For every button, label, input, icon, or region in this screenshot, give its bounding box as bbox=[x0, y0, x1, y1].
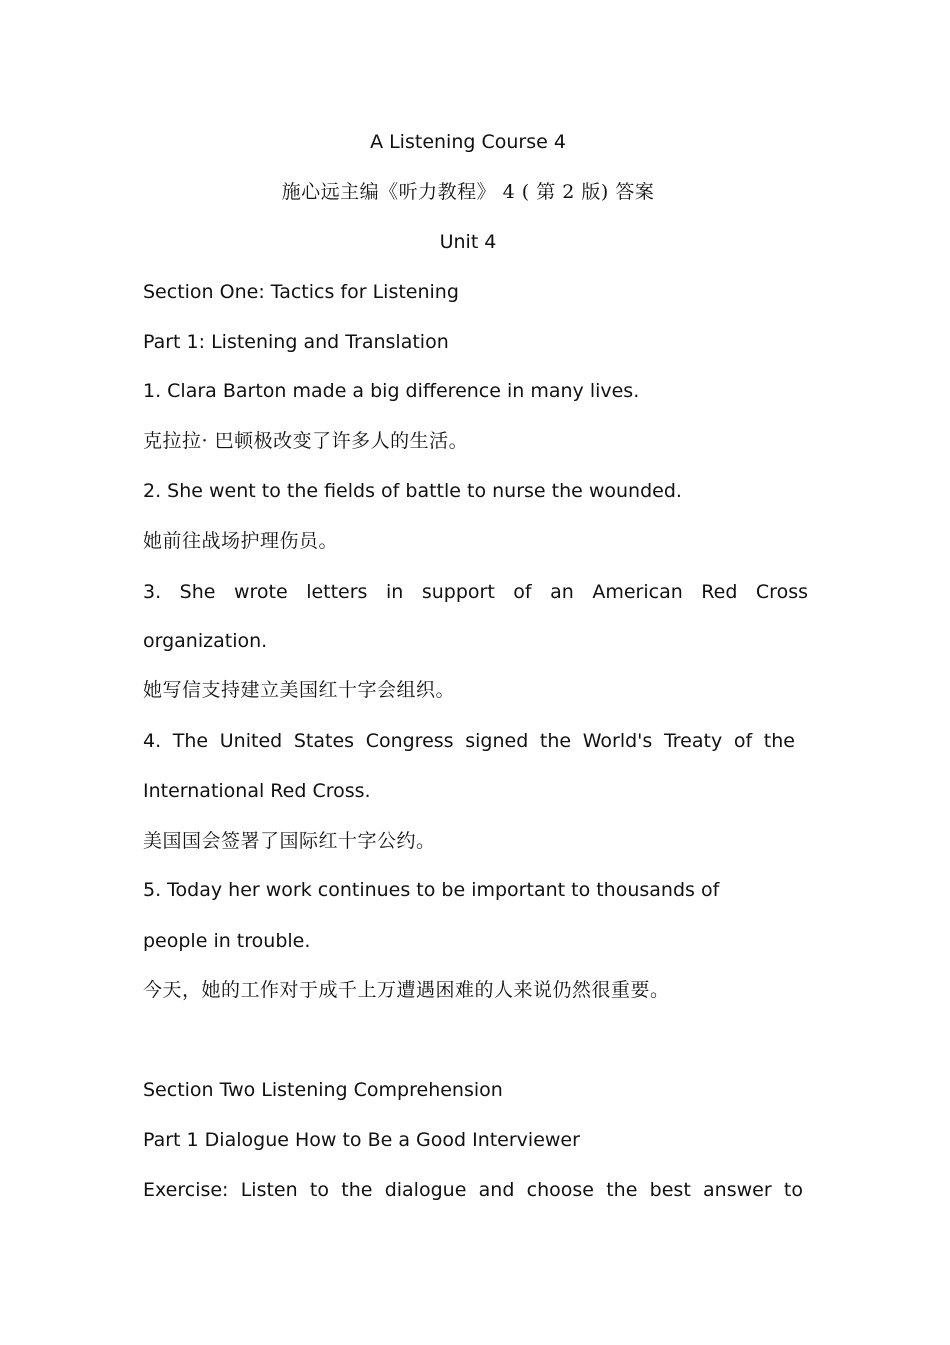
unit-title: Unit 4 bbox=[439, 231, 497, 253]
item-5-chinese: 今天，她的工作对于成千上万遭遇困难的人来说仍然很重要。 bbox=[143, 979, 670, 1001]
part-one-heading: Part 1: Listening and Translation bbox=[143, 331, 449, 353]
item-2-english: 2. She went to the fields of battle to nurse the wounded. bbox=[143, 480, 682, 502]
dialogue-heading: Part 1 Dialogue How to Be a Good Interviewer bbox=[143, 1129, 580, 1151]
item-3-chinese: 她写信支持建立美国红十字会组织。 bbox=[143, 679, 456, 701]
item-3-english-line-2: organization. bbox=[143, 630, 268, 652]
item-2-chinese: 她前往战场护理伤员。 bbox=[143, 530, 339, 552]
section-two-heading: Section Two Listening Comprehension bbox=[143, 1079, 503, 1101]
item-4-english-line-1: 4. The United States Congress signed the World's Treaty of the bbox=[143, 730, 795, 752]
item-4-english-line-2: International Red Cross. bbox=[143, 780, 371, 802]
section-one-heading: Section One: Tactics for Listening bbox=[143, 281, 459, 303]
document-title: A Listening Course 4 bbox=[370, 131, 566, 153]
item-5-english-line-2: people in trouble. bbox=[143, 930, 311, 952]
item-5-english-line-1: 5. Today her work continues to be important to thousands of bbox=[143, 879, 720, 901]
item-1-english: 1. Clara Barton made a big difference in many lives. bbox=[143, 380, 640, 402]
item-4-chinese: 美国国会签署了国际红十字公约。 bbox=[143, 830, 436, 852]
document-subtitle: 施心远主编《听力教程》 4 ( 第 2 版) 答案 bbox=[281, 181, 655, 203]
exercise-instructions: Exercise: Listen to the dialogue and choose the best answer to bbox=[143, 1179, 803, 1201]
item-1-chinese: 克拉拉· 巴顿极改变了许多人的生活。 bbox=[143, 430, 469, 452]
item-3-english-line-1: 3. She wrote letters in support of an American Red Cross bbox=[143, 581, 808, 603]
